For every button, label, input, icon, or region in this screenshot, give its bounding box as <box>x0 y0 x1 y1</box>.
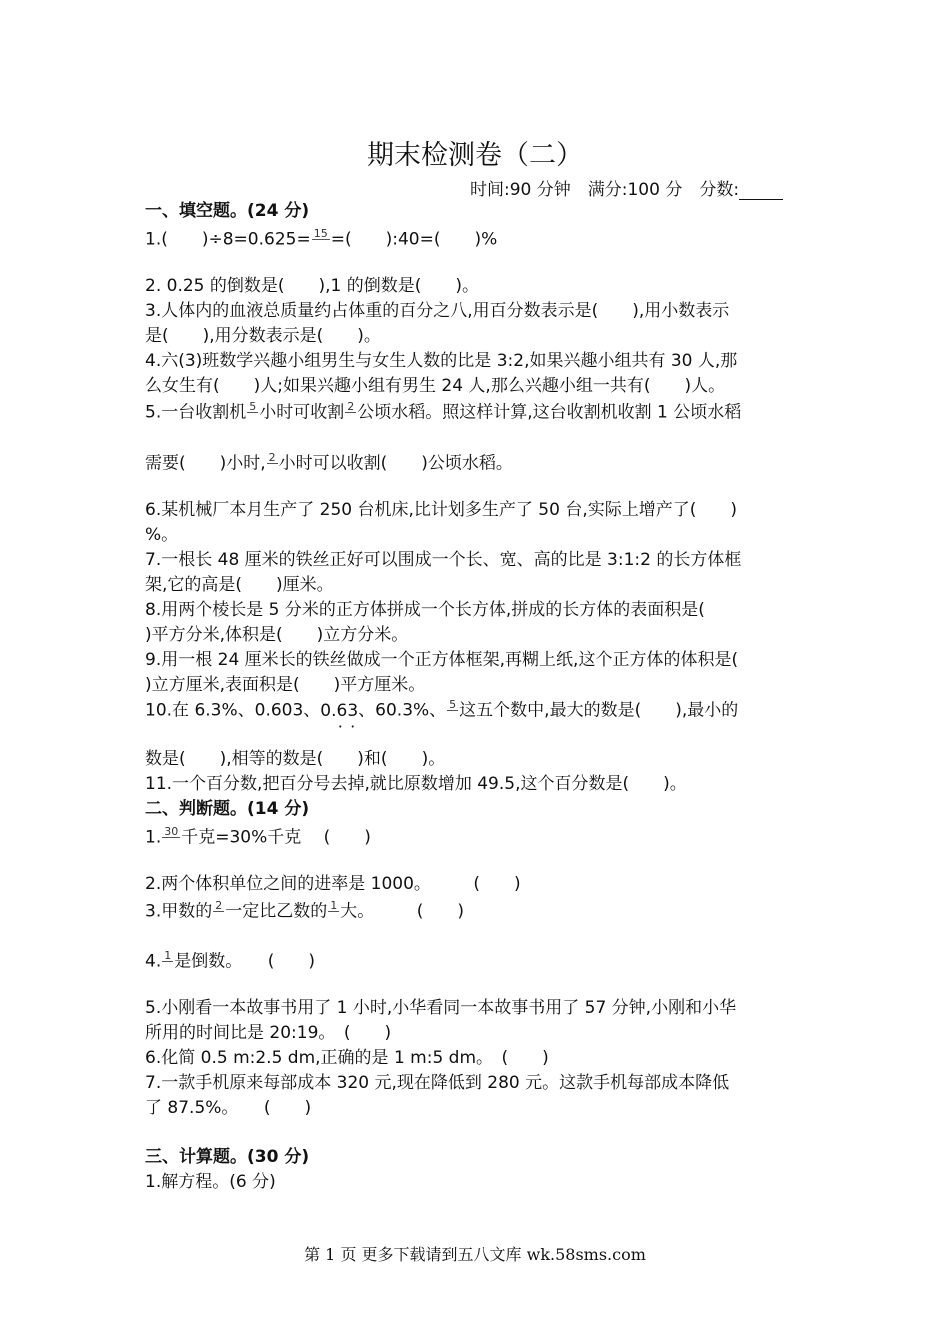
q10-repeating-decimal: 0.63 • • <box>320 700 358 722</box>
exam-info <box>470 175 783 200</box>
q5-fraction-1-numerator: 5 <box>249 400 257 413</box>
j4-text-2: 是倒数。 ( ) <box>174 951 315 972</box>
q1-part-a: 1.( )÷8=0.625= <box>145 229 311 250</box>
question-11: 11.一个百分数,把百分号去掉,就比原数增加 49.5,这个百分数是( )。 <box>145 774 687 794</box>
question-1 <box>145 228 497 251</box>
q1-part-b: =( ):40=( )% <box>330 229 498 250</box>
j1-fraction-numerator: 30 <box>164 825 179 838</box>
q5-fraction-3-numerator: 2 <box>268 451 276 464</box>
question-4-line-1: 4.六(3)班数学兴趣小组男生与女生人数的比是 3:2,如果兴趣小组共有 30 人,那 <box>145 351 738 371</box>
j3-text-2: 一定比乙数的 <box>225 901 328 922</box>
section-fill-in-heading: 一、填空题。(24 分) <box>145 201 310 221</box>
j4-fraction <box>162 950 173 973</box>
question-7-line-1: 7.一根长 48 厘米的铁丝正好可以围成一个长、宽、高的比是 3:1:2 的长方体框 <box>145 550 742 570</box>
q1-fraction <box>312 228 330 251</box>
j1-fraction <box>162 826 180 849</box>
question-6-line-2: %。 <box>145 525 179 545</box>
judgement-5-line-1: 5.小刚看一本故事书用了 1 小时,小华看同一本故事书用了 57 分钟,小刚和小华 <box>145 998 737 1018</box>
q5-fraction-1 <box>247 401 258 424</box>
q5-text-2: 小时可收割 <box>259 402 345 423</box>
question-9-line-1: 9.用一根 24 厘米长的铁丝做成一个正方体框架,再糊上纸,这个正方体的体积是( <box>145 650 739 670</box>
q10-text-3: 这五个数中,最大的数是( ),最小的 <box>459 700 739 721</box>
q1-fraction-denominator <box>312 240 330 251</box>
question-3-line-2: 是( ),用分数表示是( )。 <box>145 326 381 346</box>
q5-text-5: 小时可以收割( )公顷水稻。 <box>278 453 513 474</box>
q10-fraction <box>447 699 458 722</box>
judgement-5-line-2: 所用的时间比是 20:19。 ( ) <box>145 1023 392 1043</box>
q10-text-1: 10.在 6.3%、0.603、 <box>145 700 321 721</box>
question-3-line-1: 3.人体内的血液总质量约占体重的百分之八,用百分数表示是( ),用小数表示 <box>145 301 730 321</box>
question-8-line-1: 8.用两个棱长是 5 分米的正方体拼成一个长方体,拼成的长方体的表面积是( <box>145 600 705 620</box>
question-5-line-2 <box>145 452 513 475</box>
question-8-line-2: )平方分米,体积是( )立方分米。 <box>145 625 409 645</box>
j3-fraction-1 <box>213 900 224 923</box>
section-judgement-heading: 二、判断题。(14 分) <box>145 799 310 819</box>
j3-fraction-2 <box>328 900 339 923</box>
j1-text-1: 1. <box>145 827 162 848</box>
page-footer: 第 1 页 更多下载请到五八文库 wk.58sms.com <box>304 1245 646 1264</box>
q5-fraction-2-numerator: 2 <box>347 400 355 413</box>
j1-text-2: 千克=30%千克 ( ) <box>181 827 371 848</box>
judgement-2: 2.两个体积单位之间的进率是 1000。 ( ) <box>145 874 521 894</box>
j4-fraction-numerator: 1 <box>164 949 172 962</box>
j4-text-1: 4. <box>145 951 162 972</box>
j3-text-1: 3.甲数的 <box>145 901 213 922</box>
question-10-line-1 <box>145 699 738 722</box>
question-4-line-2: 么女生有( )人;如果兴趣小组有男生 24 人,那么兴趣小组一共有( )人。 <box>145 376 726 396</box>
section-calculation-heading: 三、计算题。(30 分) <box>145 1147 310 1167</box>
score-blank <box>739 181 783 200</box>
question-5-line-1 <box>145 401 741 424</box>
j3-text-3: 大。 ( ) <box>340 901 464 922</box>
judgement-4 <box>145 950 315 973</box>
judgement-7-line-2: 了 87.5%。 ( ) <box>145 1098 312 1118</box>
q5-fraction-2 <box>345 401 356 424</box>
judgement-1 <box>145 826 371 849</box>
q5-text-3: 公顷水稻。照这样计算,这台收割机收割 1 公顷水稻 <box>357 402 742 423</box>
judgement-3 <box>145 900 464 923</box>
q5-fraction-3 <box>267 452 278 475</box>
page-title: 期末检测卷（二） <box>367 140 583 171</box>
j3-fraction-2-numerator: 1 <box>330 899 338 912</box>
question-10-line-2: 数是( ),相等的数是( )和( )。 <box>145 749 446 769</box>
q10-fraction-numerator: 5 <box>449 698 457 711</box>
q10-text-2: 、60.3%、 <box>358 700 447 721</box>
question-7-line-2: 架,它的高是( )厘米。 <box>145 575 334 595</box>
judgement-6: 6.化简 0.5 m:2.5 dm,正确的是 1 m:5 dm。 ( ) <box>145 1048 549 1068</box>
question-9-line-2: )立方厘米,表面积是( )平方厘米。 <box>145 675 426 695</box>
question-6-line-1: 6.某机械厂本月生产了 250 台机床,比计划多生产了 50 台,实际上增产了( ) <box>145 500 737 520</box>
j3-fraction-1-numerator: 2 <box>215 899 223 912</box>
q5-text-1: 5.一台收割机 <box>145 402 247 423</box>
judgement-7-line-1: 7.一款手机原来每部成本 320 元,现在降低到 280 元。这款手机每部成本降低 <box>145 1073 730 1093</box>
exam-info-text: 时间:90 分钟 满分:100 分 分数: <box>470 180 740 200</box>
q1-fraction-numerator: 15 <box>313 227 328 240</box>
calculation-1: 1.解方程。(6 分) <box>145 1172 276 1192</box>
question-2: 2. 0.25 的倒数是( ),1 的倒数是( )。 <box>145 276 480 296</box>
q5-text-4: 需要( )小时, <box>145 453 266 474</box>
